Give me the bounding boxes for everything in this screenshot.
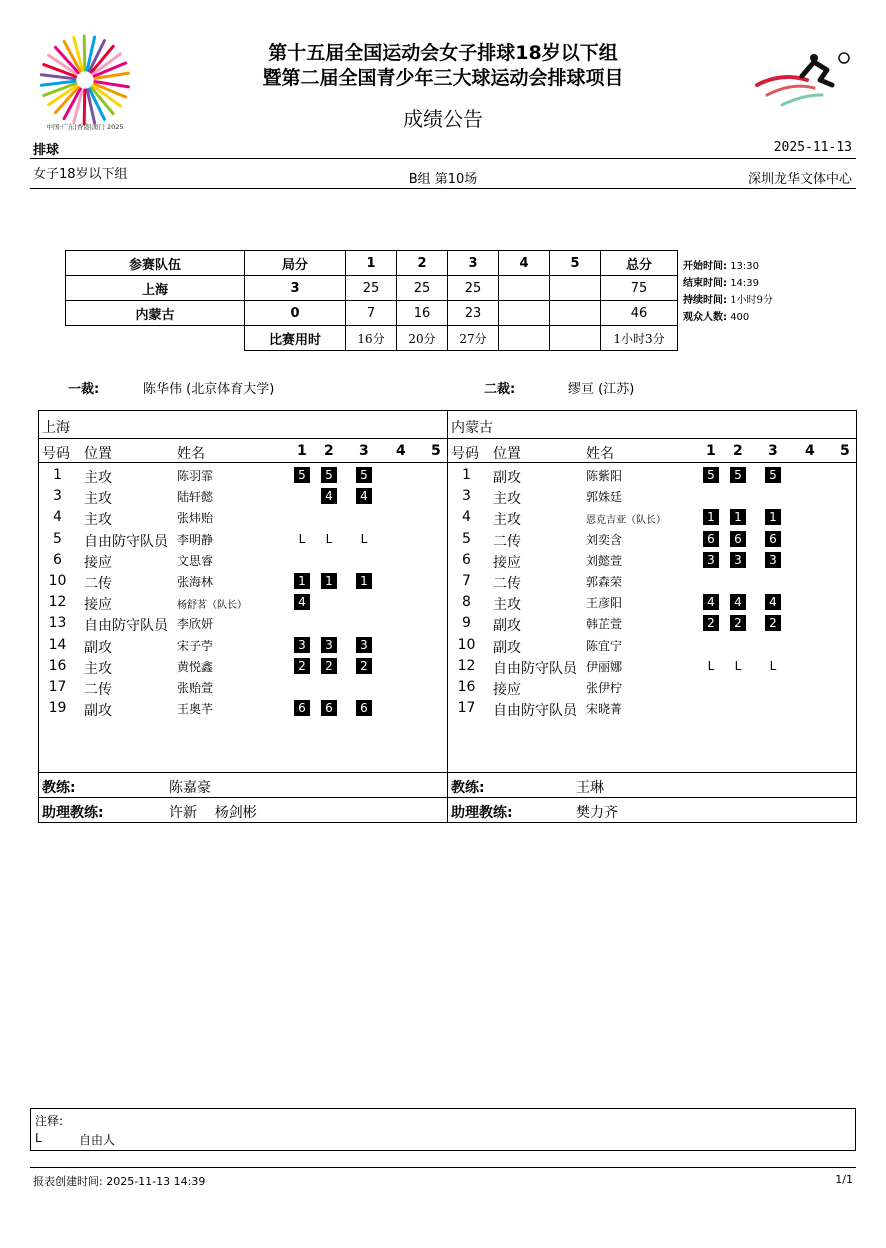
duration: 1小时9分 — [730, 295, 773, 306]
logo-caption: 中国·广东|香港|澳门 2025 — [46, 123, 124, 131]
assistant-coaches: 樊力齐 — [576, 805, 618, 821]
assistant-coach-label: 助理教练: — [451, 805, 513, 821]
player-number: 5 — [53, 530, 62, 547]
player-number: 3 — [53, 488, 62, 505]
sport-label: 排球 — [33, 143, 60, 158]
team-name: 上海 — [42, 420, 70, 436]
player-number: 4 — [462, 509, 471, 526]
col-set-2: 2 — [324, 443, 334, 459]
player-row — [448, 529, 856, 550]
logo-ray — [84, 90, 85, 124]
divider — [39, 462, 447, 463]
player-number: 6 — [462, 551, 471, 568]
col-name: 姓名 — [177, 446, 205, 462]
roster-right — [447, 410, 857, 823]
player-number: 19 — [48, 700, 67, 717]
player-name: 刘奕含 — [586, 532, 623, 547]
col-set-3: 3 — [359, 443, 369, 459]
player-row — [39, 698, 447, 719]
col-number: 号码 — [42, 446, 70, 462]
set-position: 1 — [356, 573, 372, 589]
player-number: 16 — [457, 679, 476, 695]
total-duration: 1小时3分 — [601, 326, 678, 351]
player-number: 13 — [48, 615, 67, 632]
set-score — [550, 301, 601, 326]
player-number: 9 — [462, 615, 471, 632]
player-name: 李欣妍 — [177, 617, 214, 632]
set-duration — [550, 326, 601, 351]
coach-label: 教练: — [451, 780, 485, 796]
player-row — [448, 698, 856, 719]
header-set-3: 3 — [448, 251, 499, 276]
player-position: 接应 — [84, 554, 112, 571]
player-row — [39, 613, 447, 634]
player-name: 王彦阳 — [586, 596, 623, 611]
player-position: 自由防守队员 — [493, 703, 577, 720]
title-line-2: 暨第二届全国青少年三大球运动会排球项目 — [262, 67, 624, 89]
set-duration — [499, 326, 550, 351]
player-name: 文思睿 — [177, 553, 214, 568]
player-name: 张伊柠 — [586, 681, 623, 695]
player-row — [448, 571, 856, 592]
player-position: 主攻 — [493, 512, 521, 529]
set-position: 4 — [765, 594, 781, 610]
header-set-4: 4 — [499, 251, 550, 276]
divider — [30, 1167, 856, 1168]
set-position: 1 — [294, 573, 310, 589]
header-set-1: 1 — [346, 251, 397, 276]
team-name: 内蒙古 — [66, 301, 245, 326]
roster-header — [448, 440, 856, 462]
player-row — [39, 529, 447, 550]
player-number: 8 — [462, 594, 471, 611]
set-position: 6 — [730, 531, 746, 547]
col-position: 位置 — [84, 446, 112, 462]
col-set-5: 5 — [431, 443, 441, 459]
set-position: 5 — [356, 467, 372, 483]
duration-row — [66, 326, 678, 351]
player-number: 16 — [48, 657, 67, 674]
set-position: 6 — [356, 700, 372, 716]
player-position: 副攻 — [493, 618, 521, 635]
score-row — [66, 276, 678, 301]
set-position: 6 — [765, 531, 781, 547]
player-position: 二传 — [493, 576, 521, 592]
set-position: 2 — [765, 615, 781, 631]
player-row — [448, 507, 856, 528]
divider — [39, 772, 447, 773]
match-label: B组 第10场 — [408, 172, 478, 187]
end-label: 结束时间: — [683, 278, 727, 289]
player-number: 10 — [457, 636, 476, 653]
player-number: 5 — [462, 530, 471, 547]
divider — [448, 772, 856, 773]
roster-header — [39, 440, 447, 462]
empty-cell — [66, 326, 245, 351]
col-set-4: 4 — [805, 443, 815, 459]
set-position: 1 — [321, 573, 337, 589]
player-name: 张炜贻 — [177, 511, 214, 526]
player-row — [39, 677, 447, 698]
player-name: 陈宜宁 — [586, 638, 623, 653]
set-position: 5 — [703, 467, 719, 483]
divider — [448, 438, 856, 439]
sets-won: 3 — [245, 276, 346, 301]
player-position: 接应 — [493, 554, 521, 571]
player-number: 10 — [48, 573, 67, 589]
roster-left — [38, 410, 448, 823]
score-row — [66, 301, 678, 326]
player-row — [448, 635, 856, 656]
set-score: 7 — [346, 301, 397, 326]
divider — [30, 188, 856, 189]
divider — [39, 438, 447, 439]
set-position: 3 — [294, 637, 310, 653]
coach-name: 王琳 — [576, 780, 604, 796]
player-number: 14 — [48, 636, 67, 653]
venue: 深圳龙华文体中心 — [747, 172, 852, 187]
player-name: 宋子苧 — [177, 638, 214, 653]
player-name: 黄悦鑫 — [177, 659, 214, 674]
assistant-coach-label: 助理教练: — [42, 805, 104, 821]
set-position: L — [707, 658, 715, 673]
set-position: 3 — [356, 637, 372, 653]
player-position: 二传 — [84, 576, 112, 592]
player-position: 主攻 — [84, 491, 112, 508]
player-name: 郭姝廷 — [586, 490, 623, 505]
set-position: 2 — [730, 615, 746, 631]
col-position: 位置 — [493, 446, 521, 462]
set-position: 5 — [294, 467, 310, 483]
header-set-5: 5 — [550, 251, 601, 276]
col-set-1: 1 — [297, 443, 307, 459]
set-score — [499, 276, 550, 301]
set-position: 2 — [703, 615, 719, 631]
sets-won: 0 — [245, 301, 346, 326]
player-position: 主攻 — [84, 660, 112, 677]
first-referee-label: 一裁: — [68, 382, 100, 397]
header-total: 总分 — [601, 251, 678, 276]
set-position: 3 — [765, 552, 781, 568]
set-position: 5 — [730, 467, 746, 483]
coach-name: 陈嘉豪 — [169, 780, 211, 796]
player-position: 副攻 — [493, 470, 521, 486]
logo-ray — [84, 36, 85, 70]
player-number: 7 — [462, 573, 471, 589]
set-score: 23 — [448, 301, 499, 326]
header-set-2: 2 — [397, 251, 448, 276]
col-name: 姓名 — [586, 446, 614, 462]
set-score: 25 — [346, 276, 397, 301]
set-position: 2 — [321, 658, 337, 674]
match-info — [683, 258, 773, 326]
set-position: L — [298, 531, 306, 546]
player-number: 12 — [457, 657, 476, 674]
set-position: 6 — [703, 531, 719, 547]
set-position: 5 — [765, 467, 781, 483]
player-position: 副攻 — [84, 639, 112, 656]
player-position: 自由防守队员 — [493, 660, 577, 677]
player-row — [39, 635, 447, 656]
first-referee: 陈华伟 (北京体育大学) — [143, 382, 275, 397]
player-name: 刘懿萱 — [586, 553, 623, 568]
player-name: 陈羽霏 — [177, 469, 214, 483]
set-position: 3 — [703, 552, 719, 568]
set-position: 4 — [294, 594, 310, 610]
player-number: 17 — [48, 679, 67, 695]
col-number: 号码 — [451, 446, 479, 462]
score-header-row — [66, 251, 678, 276]
player-number: 1 — [462, 467, 471, 483]
set-position: 2 — [294, 658, 310, 674]
divider — [448, 462, 856, 463]
set-position: 3 — [730, 552, 746, 568]
col-set-4: 4 — [396, 443, 406, 459]
player-number: 17 — [457, 700, 476, 717]
player-name: 宋晓菁 — [586, 702, 623, 717]
player-name: 杨舒茗（队长） — [177, 600, 247, 612]
set-duration: 20分 — [397, 326, 448, 351]
set-position: L — [769, 658, 777, 673]
set-position: 4 — [703, 594, 719, 610]
set-position: 4 — [321, 488, 337, 504]
header-team: 参赛队伍 — [66, 251, 245, 276]
player-position: 副攻 — [493, 639, 521, 656]
player-row — [448, 550, 856, 571]
player-row — [39, 486, 447, 507]
notes-label: 注释: — [35, 1114, 64, 1128]
set-position: 2 — [356, 658, 372, 674]
age-group: 女子18岁以下组 — [33, 167, 128, 182]
set-score: 16 — [397, 301, 448, 326]
divider — [30, 158, 856, 159]
player-position: 副攻 — [84, 703, 112, 720]
score-table — [65, 250, 678, 351]
col-set-2: 2 — [733, 443, 743, 459]
player-name: 王奥芊 — [177, 702, 214, 717]
total-score: 46 — [601, 301, 678, 326]
set-score — [550, 276, 601, 301]
player-number: 3 — [462, 488, 471, 505]
set-duration: 27分 — [448, 326, 499, 351]
divider — [39, 797, 447, 798]
second-referee-label: 二裁: — [484, 382, 516, 397]
team-name: 内蒙古 — [451, 420, 493, 436]
created-time: 报表创建时间: 2025-11-13 14:39 — [33, 1175, 206, 1188]
duration-label: 比赛用时 — [245, 326, 346, 351]
start-time: 13:30 — [730, 261, 760, 272]
player-row — [448, 465, 856, 486]
player-name: 韩芷萱 — [586, 617, 623, 632]
divider — [448, 797, 856, 798]
player-row — [39, 592, 447, 613]
set-position: L — [325, 531, 333, 546]
set-position: 4 — [730, 594, 746, 610]
volleyball-player-icon — [752, 50, 857, 110]
notes-code: L — [35, 1131, 42, 1145]
player-name: 郭森荣 — [586, 575, 623, 589]
player-row — [39, 507, 447, 528]
player-position: 二传 — [493, 533, 521, 550]
player-name: 张贻萱 — [177, 681, 214, 695]
set-score: 25 — [448, 276, 499, 301]
page-number: 1/1 — [835, 1173, 853, 1186]
coach-label: 教练: — [42, 780, 76, 796]
games-logo — [30, 25, 140, 135]
set-score — [499, 301, 550, 326]
player-row — [39, 465, 447, 486]
title-line-1: 第十五届全国运动会女子排球18岁以下组 — [268, 42, 618, 64]
set-position: 6 — [294, 700, 310, 716]
set-position: 1 — [730, 509, 746, 525]
set-position: L — [734, 658, 742, 673]
player-name: 陈紫阳 — [586, 469, 623, 483]
player-position: 主攻 — [493, 491, 521, 508]
player-row — [448, 613, 856, 634]
set-position: 1 — [765, 509, 781, 525]
player-position: 二传 — [84, 682, 112, 698]
audience: 400 — [730, 312, 750, 323]
player-name: 伊丽娜 — [586, 659, 623, 674]
player-position: 接应 — [84, 597, 112, 614]
player-name: 陆轩懿 — [177, 490, 214, 505]
set-duration: 16分 — [346, 326, 397, 351]
player-row — [39, 571, 447, 592]
player-number: 1 — [53, 467, 62, 483]
player-name: 张海林 — [177, 575, 214, 589]
player-row — [39, 550, 447, 571]
set-score: 25 — [397, 276, 448, 301]
set-position: L — [360, 531, 368, 546]
col-set-3: 3 — [768, 443, 778, 459]
set-position: 6 — [321, 700, 337, 716]
player-row — [448, 592, 856, 613]
player-name: 李明静 — [177, 532, 214, 547]
header-sets: 局分 — [245, 251, 346, 276]
team-name: 上海 — [66, 276, 245, 301]
set-position: 4 — [356, 488, 372, 504]
set-position: 5 — [321, 467, 337, 483]
audience-label: 观众人数: — [683, 312, 727, 323]
col-set-1: 1 — [706, 443, 716, 459]
page-title: 成绩公告 — [403, 107, 483, 131]
duration-label: 持续时间: — [683, 295, 727, 306]
player-row — [448, 486, 856, 507]
player-number: 4 — [53, 509, 62, 526]
notes-box — [30, 1108, 856, 1151]
player-name: 恩克吉亚（队长） — [586, 515, 666, 527]
player-position: 主攻 — [84, 470, 112, 486]
player-position: 主攻 — [493, 597, 521, 614]
start-label: 开始时间: — [683, 261, 727, 272]
player-position: 接应 — [493, 682, 521, 698]
player-position: 自由防守队员 — [84, 618, 168, 635]
set-position: 1 — [703, 509, 719, 525]
player-row — [448, 656, 856, 677]
assistant-coaches: 许新 杨剑彬 — [169, 805, 257, 821]
set-position: 3 — [321, 637, 337, 653]
second-referee: 缪亘 (江苏) — [568, 382, 635, 397]
col-set-5: 5 — [840, 443, 850, 459]
player-position: 自由防守队员 — [84, 533, 168, 550]
player-row — [39, 656, 447, 677]
player-position: 主攻 — [84, 512, 112, 529]
player-row — [448, 677, 856, 698]
notes-description: 自由人 — [79, 1133, 116, 1147]
player-number: 6 — [53, 551, 62, 568]
total-score: 75 — [601, 276, 678, 301]
report-date: 2025-11-13 — [773, 140, 852, 155]
end-time: 14:39 — [730, 278, 760, 289]
player-number: 12 — [48, 594, 67, 611]
